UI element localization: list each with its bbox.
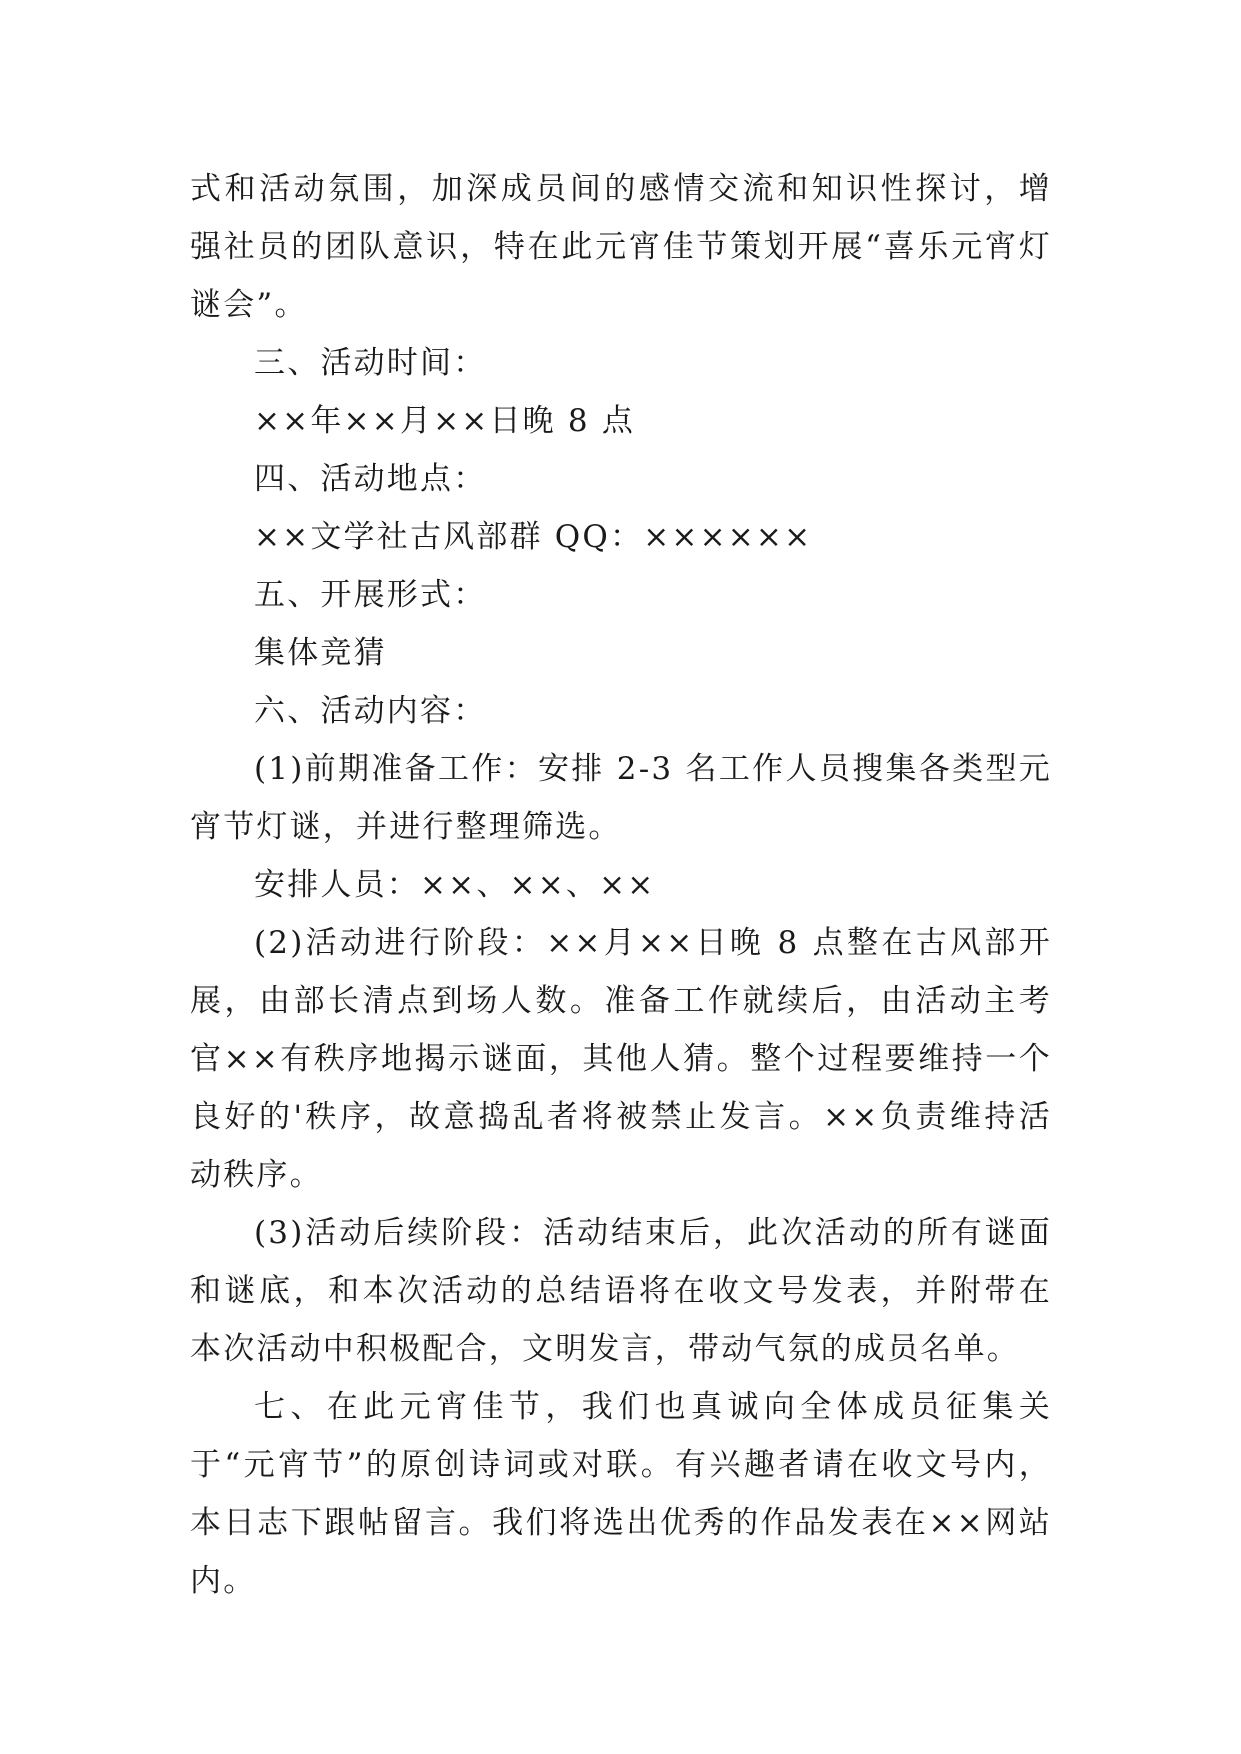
heading-activity-time: 三、活动时间： bbox=[254, 345, 487, 381]
document-body bbox=[190, 160, 1052, 1610]
activity-format-value: 集体竞猜 bbox=[254, 635, 387, 671]
paragraph-activity-stage: (2)活动进行阶段：××月××日晚 8 点整在古风部开展，由部长清点到场人数。准备工作就续后，由活动主考官××有秩序地揭示谜面，其他人猜。整个过程要维持一个良好的'秩序，故意捣乱者将被禁止发言。××负责维持活动秩序。 bbox=[190, 925, 1052, 1193]
activity-time-value: ××年××月××日晚 8 点 bbox=[254, 403, 636, 439]
paragraph-assigned-staff: 安排人员：××、××、×× bbox=[254, 867, 656, 903]
heading-activity-format: 五、开展形式： bbox=[254, 577, 487, 613]
paragraph-follow-up-stage: (3)活动后续阶段：活动结束后，此次活动的所有谜面和谜底，和本次活动的总结语将在收文号发表，并附带在本次活动中积极配合，文明发言，带动气氛的成员名单。 bbox=[190, 1215, 1052, 1367]
paragraph-intro-continuation: 式和活动氛围，加深成员间的感情交流和知识性探讨，增强社员的团队意识，特在此元宵佳节策划开展“喜乐元宵灯谜会”。 bbox=[190, 171, 1052, 323]
paragraph-preparation-stage: (1)前期准备工作：安排 2-3 名工作人员搜集各类型元宵节灯谜，并进行整理筛选。 bbox=[190, 751, 1052, 845]
heading-activity-location: 四、活动地点： bbox=[254, 461, 487, 497]
heading-activity-content: 六、活动内容： bbox=[254, 693, 487, 729]
paragraph-poem-collection: 七、在此元宵佳节，我们也真诚向全体成员征集关于“元宵节”的原创诗词或对联。有兴趣者请在收文号内，本日志下跟帖留言。我们将选出优秀的作品发表在××网站内。 bbox=[190, 1389, 1052, 1599]
activity-location-value: ××文学社古风部群 QQ：×××××× bbox=[254, 519, 813, 555]
